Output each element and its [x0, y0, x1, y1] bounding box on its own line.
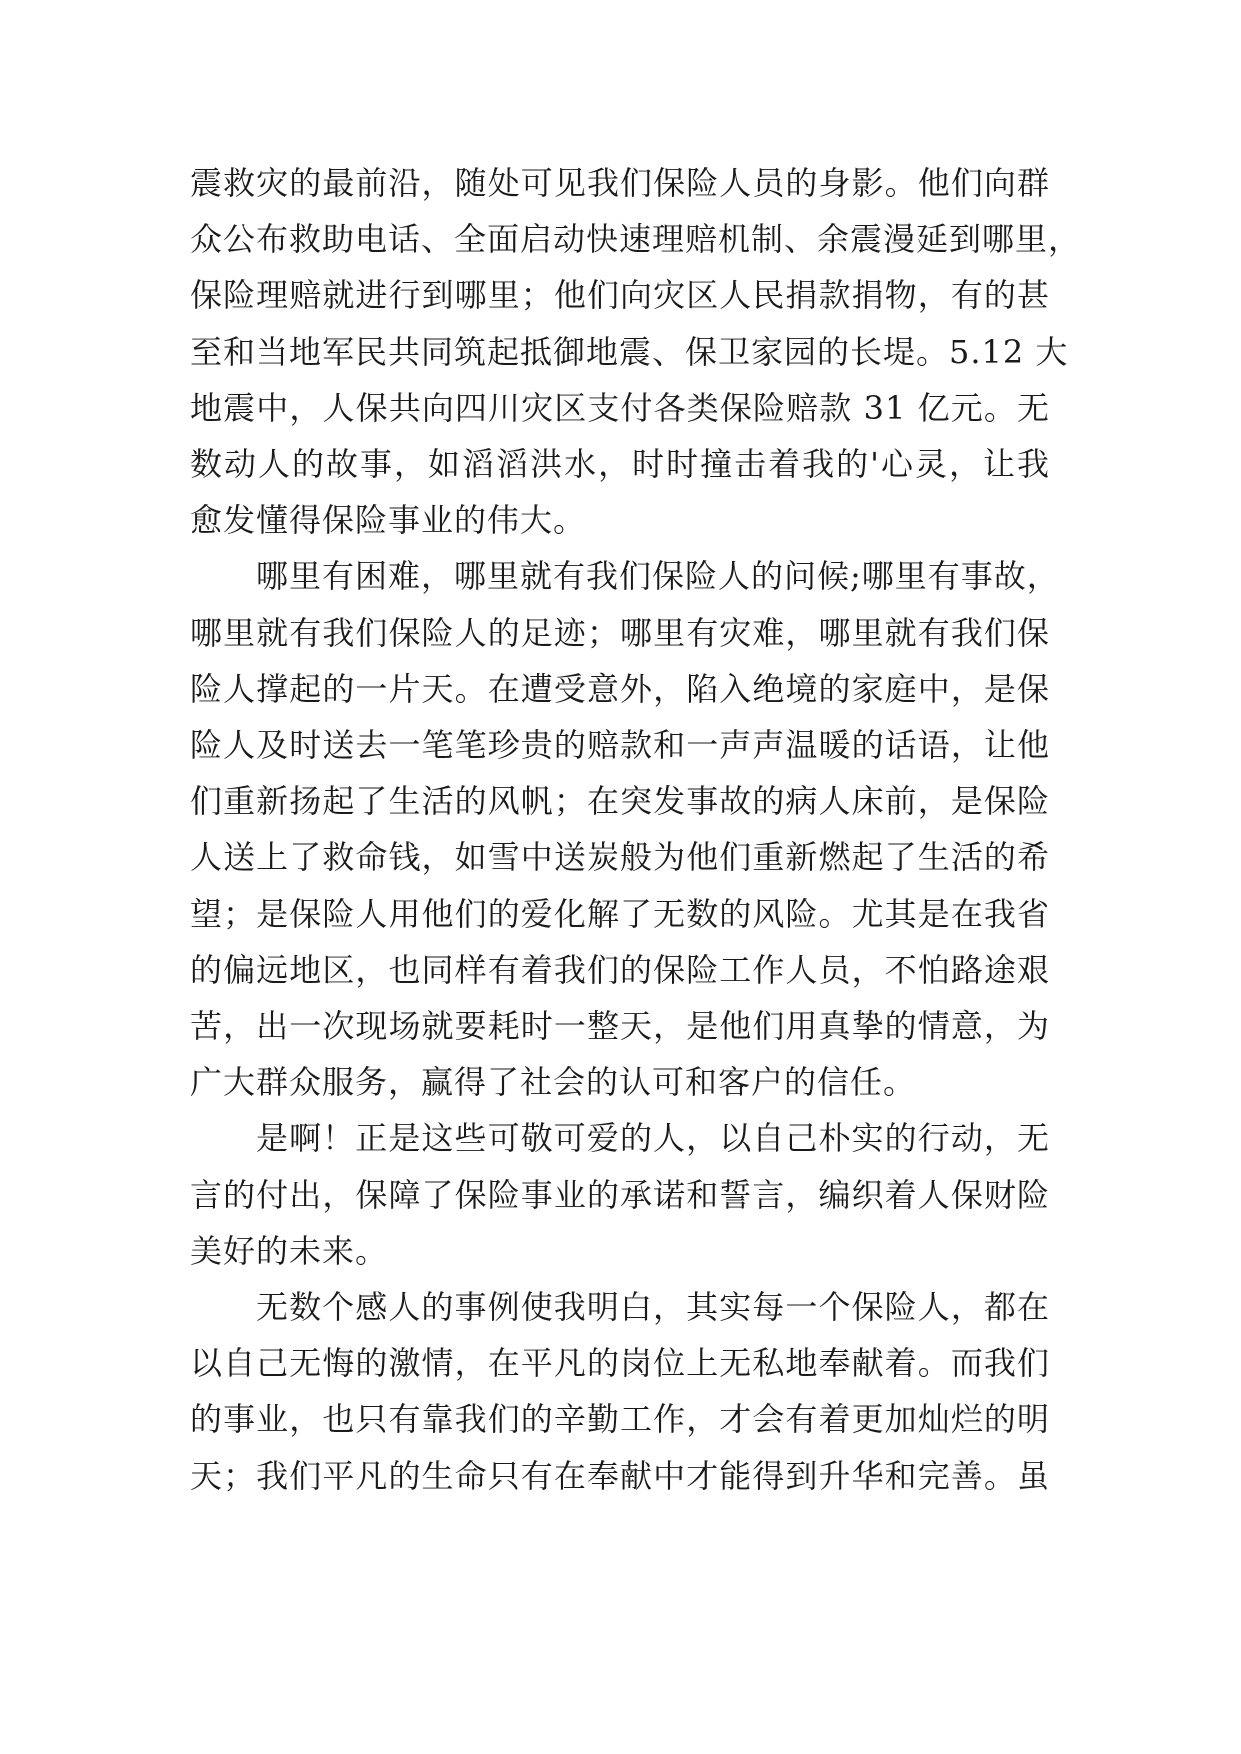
- paragraph-2: [190, 548, 1060, 1110]
- document-body: [190, 155, 1082, 1504]
- text-line: 人送上了救命钱，如雪中送炭般为他们重新燃起了生活的希: [190, 838, 1050, 877]
- text-line: 震救灾的最前沿，随处可见我们保险人员的身影。他们向群: [190, 164, 1050, 202]
- text-line: 数动人的故事，如滔滔洪水，时时撞击着我的'心灵，让我: [190, 445, 1050, 484]
- text-line: 险人撑起的一片天。在遭受意外，陷入绝境的家庭中，是保: [190, 669, 1050, 708]
- text-line: 哪里就有我们保险人的足迹；哪里有灾难，哪里就有我们保: [190, 613, 1050, 652]
- text-line: 是啊！正是这些可敬可爱的人，以自己朴实的行动，无: [256, 1119, 1050, 1158]
- text-line: 广大群众服务，赢得了社会的认可和客户的信任。: [190, 1063, 917, 1102]
- text-line: 险人及时送去一笔笔珍贵的赔款和一声声温暖的话语，让他: [190, 726, 1050, 765]
- text-line: 们重新扬起了生活的风帆；在突发事故的病人床前，是保险: [190, 782, 1050, 821]
- text-line: 哪里有困难，哪里就有我们保险人的问候;哪里有事故，: [256, 557, 1060, 596]
- text-line: 天；我们平凡的生命只有在奉献中才能得到升华和完善。虽: [190, 1456, 1050, 1495]
- paragraph-4: [190, 1279, 1050, 1504]
- text-line: 众公布救助电话、全面启动快速理赔机制、余震漫延到哪里，: [190, 220, 1082, 259]
- text-line: 地震中，人保共向四川灾区支付各类保险赔款 31 亿元。无: [190, 388, 1050, 427]
- text-line: 以自己无悔的激情，在平凡的岗位上无私地奉献着。而我们: [190, 1344, 1050, 1383]
- text-line: 至和当地军民共同筑起抵御地震、保卫家园的长堤。5.12 大: [190, 332, 1069, 371]
- text-line: 无数个感人的事例使我明白，其实每一个保险人，都在: [256, 1288, 1050, 1327]
- text-line: 苦，出一次现场就要耗时一整天，是他们用真挚的情意，为: [190, 1007, 1050, 1046]
- text-line: 愈发懂得保险事业的伟大。: [190, 501, 587, 540]
- paragraph-1: [190, 155, 1082, 548]
- text-line: 的事业，也只有靠我们的辛勤工作，才会有着更加灿烂的明: [190, 1400, 1050, 1439]
- text-line: 言的付出，保障了保险事业的承诺和誓言，编织着人保财险: [190, 1175, 1050, 1214]
- text-line: 望；是保险人用他们的爱化解了无数的风险。尤其是在我省: [190, 894, 1050, 933]
- text-line: 的偏远地区，也同样有着我们的保险工作人员，不怕路途艰: [190, 950, 1050, 989]
- paragraph-3: [190, 1110, 1050, 1279]
- text-line: 美好的未来。: [190, 1231, 389, 1270]
- text-line: 保险理赔就进行到哪里；他们向灾区人民捐款捐物，有的甚: [190, 276, 1050, 315]
